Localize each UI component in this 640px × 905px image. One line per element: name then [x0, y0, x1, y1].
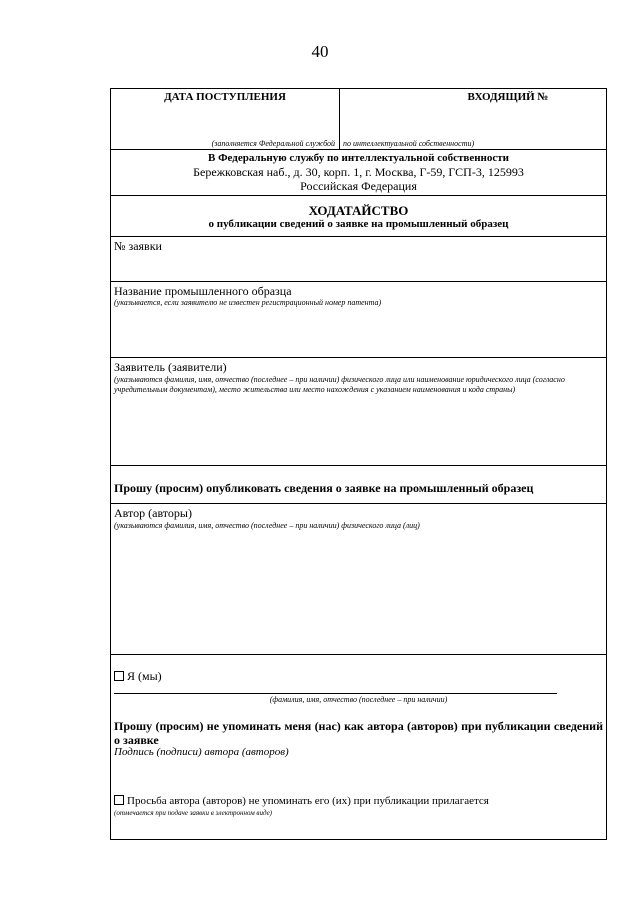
receipt-note-left: (заполняется Федеральной службой [211, 139, 335, 148]
publish-request: Прошу (просим) опубликовать сведения о заявке на промышленный образец [114, 481, 534, 495]
divider [111, 654, 606, 655]
design-name-label: Название промышленного образца [114, 284, 292, 298]
divider [111, 149, 606, 150]
application-number-label: № заявки [114, 239, 162, 253]
attached-checkbox-row [111, 795, 606, 808]
attached-checkbox[interactable] [114, 795, 124, 805]
petition-subtitle: о публикации сведений о заявке на промышленный образец [208, 218, 509, 230]
divider [111, 465, 606, 466]
authors-note: (указываются фамилия, имя, отчество (последнее – при наличии) физического лица (лиц) [114, 521, 420, 530]
petition-title: ХОДАТАЙСТВО [308, 203, 409, 218]
divider [111, 236, 606, 237]
applicant-note: (указываются фамилия, имя, отчество (последнее – при наличии) физического лица или наименование юридического лица (согласно учредительным документам), место жительства или место нахождения с указанием наименования и кода страны) [114, 375, 565, 394]
addressee-line-3: Российская Федерация [300, 179, 417, 193]
authors-label: Автор (авторы) [114, 506, 192, 520]
addressee-line-1: В Федеральную службу по интеллектуальной собственности [207, 152, 509, 164]
divider [111, 281, 606, 282]
receipt-note-right: по интеллектуальной собственности) [343, 139, 475, 148]
date-received-label: ДАТА ПОСТУПЛЕНИЯ [164, 91, 286, 103]
applicant-label: Заявитель (заявители) [114, 360, 227, 374]
name-underline [114, 693, 557, 694]
signature-label: Подпись (подписи) автора (авторов) [114, 746, 289, 758]
name-line-note: (фамилия, имя, отчество (последнее – при наличии) [269, 695, 448, 704]
divider [111, 195, 606, 196]
self-checkbox-row [111, 669, 606, 683]
self-checkbox[interactable] [114, 671, 124, 681]
divider [111, 503, 606, 504]
attached-checkbox-label: Просьба автора (авторов) не упоминать его (их) при публикации прилагается [127, 795, 489, 807]
attached-note: (отмечается при подаче заявки в электронном виде) [114, 809, 273, 817]
addressee-line-2: Бережковская наб., д. 30, корп. 1, г. Москва, Г-59, ГСП-3, 125993 [193, 165, 524, 179]
incoming-number-label: ВХОДЯЩИЙ № [467, 91, 549, 103]
no-mention-request: Прошу (просим) не упоминать меня (нас) как автора (авторов) при публикации сведений о заявке [114, 719, 603, 747]
self-checkbox-label: Я (мы) [127, 669, 162, 683]
divider [111, 357, 606, 358]
petition-form [110, 88, 607, 840]
design-name-note: (указывается, если заявителю не известен регистрационный номер патента) [114, 298, 382, 307]
page-number: 40 [311, 42, 329, 61]
